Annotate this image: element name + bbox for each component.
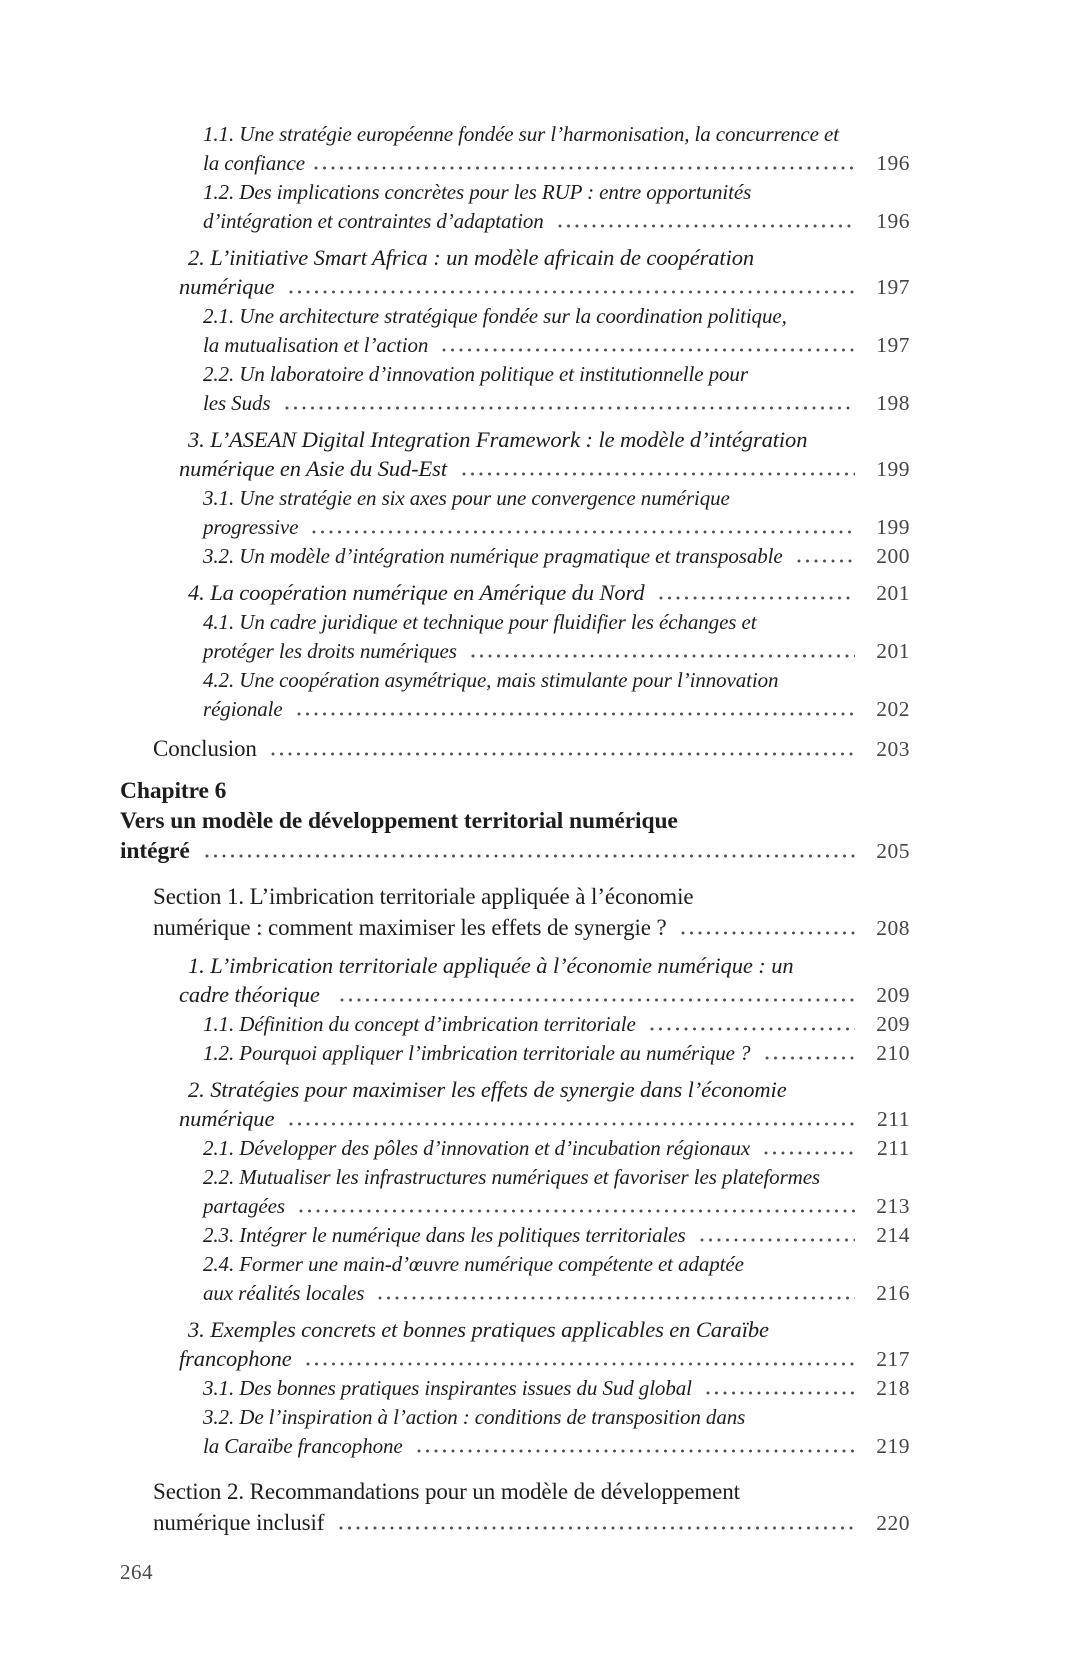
- toc-entry-sub2: [203, 302, 910, 360]
- toc-entry-text: la mutualisation et l’action: [203, 333, 434, 357]
- dot-leader: [312, 164, 855, 170]
- dot-leader: [295, 710, 855, 716]
- toc-entry-line: [179, 243, 910, 272]
- toc-entry-text: 1.2. Pourquoi appliquer l’imbrication territoriale au numérique ?: [203, 1041, 756, 1065]
- toc-page-ref: 213: [876, 1194, 910, 1218]
- toc-entry-conclusion: [153, 733, 910, 765]
- toc-entry-chapter: [120, 776, 910, 866]
- dot-leader: [556, 222, 855, 228]
- toc-entry-section: [153, 1476, 910, 1539]
- toc-entry-sub2: [203, 178, 910, 236]
- toc-page-ref: 214: [876, 1223, 910, 1247]
- toc-entry-text: 2.1. Développer des pôles d’innovation et d’incubation régionaux: [203, 1136, 756, 1160]
- toc-page-ref: 203: [876, 737, 910, 761]
- toc-page-ref: 200: [876, 544, 910, 568]
- toc-entry-line: [203, 178, 910, 207]
- toc-entry-text: Chapitre 6: [120, 778, 227, 804]
- toc-entry-line: [179, 1075, 910, 1104]
- footer: [120, 1560, 153, 1585]
- toc-entry-line: [203, 1192, 910, 1221]
- toc-page-ref: 197: [876, 275, 910, 299]
- toc-entry-sub2: [203, 542, 910, 571]
- toc-entry-line: [203, 513, 910, 542]
- toc-entry-line: [203, 542, 910, 571]
- toc-entry-sub2: [203, 1221, 910, 1250]
- toc-entry-line: [203, 1010, 910, 1039]
- toc-entry-line: [203, 484, 910, 513]
- dot-leader: [287, 288, 855, 294]
- toc-entry-line: [203, 302, 910, 331]
- toc-entry-text: numérique inclusif: [153, 1510, 330, 1535]
- dot-leader: [679, 929, 855, 935]
- toc-page-ref: 201: [876, 581, 910, 605]
- toc-entry-line: [203, 389, 910, 418]
- toc-entry-sub2: [203, 1134, 910, 1163]
- toc-entry-line: [203, 666, 910, 695]
- toc-entry-text: partagées: [203, 1194, 291, 1218]
- dot-leader: [762, 1149, 855, 1155]
- toc-entry-text: Vers un modèle de développement territorial numérique: [120, 808, 678, 834]
- toc-entry-line: [120, 776, 910, 806]
- toc-entry-sub2: [203, 360, 910, 418]
- dot-leader: [460, 470, 855, 476]
- toc-entry-sub2: [203, 1374, 910, 1403]
- dot-leader: [704, 1389, 855, 1395]
- toc-entry-text: 3. L’ASEAN Digital Integration Framework : le modèle d’intégration: [188, 427, 808, 452]
- toc-entry-text: 2.4. Former une main-d’œuvre numérique compétente et adaptée: [203, 1252, 744, 1276]
- toc-page-ref: 196: [876, 209, 910, 233]
- toc-entry-line: [203, 1039, 910, 1068]
- toc-entry-text: d’intégration et contraintes d’adaptation: [203, 209, 549, 233]
- toc-entry-line: [153, 1476, 910, 1507]
- toc-entry-text: cadre théorique: [179, 982, 331, 1007]
- toc-page-ref: 209: [876, 1012, 910, 1036]
- dot-leader: [269, 750, 855, 756]
- toc-entry-sub1: [179, 1075, 910, 1134]
- toc-page-ref: 211: [877, 1107, 910, 1131]
- toc-entry-text: francophone: [179, 1346, 298, 1371]
- toc-entry-text: 2.2. Un laboratoire d’innovation politique et institutionnelle pour: [203, 362, 748, 386]
- toc-entry-text: les Suds: [203, 391, 276, 415]
- toc-entry-sub2: [203, 1010, 910, 1039]
- toc-entry-line: [203, 695, 910, 724]
- toc-page-ref: 209: [876, 983, 910, 1007]
- dot-leader: [338, 996, 855, 1002]
- toc-entry-text: 4. La coopération numérique en Amérique du Nord: [188, 580, 651, 605]
- dot-leader: [648, 1025, 855, 1031]
- toc-entry-line: [179, 578, 910, 608]
- toc-page-ref: 218: [876, 1376, 910, 1400]
- toc-entry-line: [179, 425, 910, 454]
- dot-leader: [283, 404, 855, 410]
- toc-entry-sub2: [203, 608, 910, 666]
- toc-entry-line: [153, 912, 910, 944]
- toc-entry-sub1: [179, 578, 910, 608]
- toc-entry-line: [203, 608, 910, 637]
- dot-leader: [287, 1120, 855, 1126]
- toc-entry-text: numérique: [179, 1106, 280, 1131]
- toc-entry-section: [153, 881, 910, 944]
- toc-entry-text: aux réalités locales: [203, 1281, 370, 1305]
- toc-entry-text: Section 2. Recommandations pour un modèle de développement: [153, 1479, 740, 1504]
- dot-leader: [376, 1294, 855, 1300]
- dot-leader: [415, 1447, 855, 1453]
- dot-leader: [698, 1236, 855, 1242]
- toc-entry-line: [153, 733, 910, 765]
- toc-page-ref: 198: [876, 391, 910, 415]
- toc-entry-line: [179, 1315, 910, 1344]
- toc-entry-text: 1.1. Définition du concept d’imbrication territoriale: [203, 1012, 641, 1036]
- toc-entry-line: [179, 454, 910, 484]
- toc-entry-line: [179, 1344, 910, 1374]
- toc-entry-line: [120, 806, 910, 836]
- toc-entry-line: [179, 980, 910, 1010]
- toc-entry-text: protéger les droits numériques: [203, 639, 462, 663]
- toc-page-ref: 201: [876, 639, 910, 663]
- toc-entry-text: numérique: [179, 274, 280, 299]
- toc-entry-line: [120, 836, 910, 866]
- toc-entry-line: [203, 1221, 910, 1250]
- toc-entry-sub1: [179, 1315, 910, 1374]
- toc-entry-line: [203, 360, 910, 389]
- page-number-footer: 264: [120, 1560, 153, 1584]
- dot-leader: [795, 557, 855, 563]
- toc-entry-text: 2. Stratégies pour maximiser les effets de synergie dans l’économie: [188, 1077, 787, 1102]
- toc-entry-line: [153, 881, 910, 912]
- dot-leader: [310, 528, 855, 534]
- toc-entry-line: [203, 120, 910, 149]
- dot-leader: [297, 1207, 855, 1213]
- toc-entry-line: [203, 1279, 910, 1308]
- toc-page-ref: 216: [876, 1281, 910, 1305]
- toc-entry-line: [179, 951, 910, 980]
- toc-entry-text: 1.1. Une stratégie européenne fondée sur l’harmonisation, la concurrence et: [203, 122, 839, 146]
- toc-entry-text: 2.1. Une architecture stratégique fondée sur la coordination politique,: [203, 304, 787, 328]
- toc-entry-sub2: [203, 120, 910, 178]
- toc-entry-text: Conclusion: [153, 736, 263, 761]
- toc-entry-line: [203, 207, 910, 236]
- dot-leader: [657, 594, 855, 600]
- toc-entry-text: 4.1. Un cadre juridique et technique pour fluidifier les échanges et: [203, 610, 757, 634]
- toc-page-ref: 202: [876, 697, 910, 721]
- toc-entry-line: [179, 1104, 910, 1134]
- toc-page-ref: 197: [876, 333, 910, 357]
- dot-leader: [469, 652, 855, 658]
- toc-entry-text: 2.2. Mutualiser les infrastructures numériques et favoriser les plateformes: [203, 1165, 821, 1189]
- toc-entry-text: 3.1. Une stratégie en six axes pour une convergence numérique: [203, 486, 730, 510]
- toc-entry-line: [203, 149, 910, 178]
- toc-entry-line: [203, 1250, 910, 1279]
- toc-entry-line: [153, 1507, 910, 1539]
- dot-leader: [337, 1524, 855, 1530]
- toc-entry-text: intégré: [120, 838, 196, 864]
- toc-entry-text: 3.2. Un modèle d’intégration numérique pragmatique et transposable: [203, 544, 788, 568]
- toc-page-ref: 199: [876, 515, 910, 539]
- toc-entry-line: [203, 1403, 910, 1432]
- toc-entry-text: 2. L’initiative Smart Africa : un modèle africain de coopération: [188, 245, 755, 270]
- dot-leader: [440, 346, 855, 352]
- toc-entry-text: numérique en Asie du Sud-Est: [179, 456, 453, 481]
- dot-leader: [304, 1360, 855, 1366]
- toc-entry-text: 1.2. Des implications concrètes pour les RUP : entre opportunités: [203, 180, 752, 204]
- toc-entry-sub2: [203, 484, 910, 542]
- toc-page-ref: 217: [876, 1347, 910, 1371]
- toc-entry-sub2: [203, 1403, 910, 1461]
- toc-entry-sub2: [203, 1163, 910, 1221]
- toc-entry-line: [203, 1134, 910, 1163]
- toc-entry-text: numérique : comment maximiser les effets de synergie ?: [153, 915, 673, 940]
- toc-page-ref: 199: [876, 457, 910, 481]
- toc-page-ref: 211: [877, 1136, 910, 1160]
- toc-page-ref: 220: [876, 1511, 910, 1535]
- toc-entry-text: 2.3. Intégrer le numérique dans les politiques territoriales: [203, 1223, 691, 1247]
- toc-entry-text: 3.1. Des bonnes pratiques inspirantes issues du Sud global: [203, 1376, 698, 1400]
- toc-page-ref: 210: [876, 1041, 910, 1065]
- toc-entry-line: [203, 1163, 910, 1192]
- toc-entry-line: [203, 637, 910, 666]
- toc-entry-sub2: [203, 1039, 910, 1068]
- toc-page-ref: 205: [876, 839, 910, 863]
- dot-leader: [763, 1054, 855, 1060]
- toc-entry-line: [203, 1432, 910, 1461]
- toc-entry-text: régionale: [203, 697, 288, 721]
- toc-entry-text: 4.2. Une coopération asymétrique, mais stimulante pour l’innovation: [203, 668, 779, 692]
- toc-entry-text: progressive: [203, 515, 304, 539]
- toc-entry-line: [203, 1374, 910, 1403]
- toc-list: [120, 120, 910, 1539]
- toc-entry-text: 3. Exemples concrets et bonnes pratiques applicables en Caraïbe: [188, 1317, 769, 1342]
- toc-page-ref: 208: [876, 916, 910, 940]
- toc-entry-text: Section 1. L’imbrication territoriale appliquée à l’économie: [153, 884, 694, 909]
- toc-entry-sub1: [179, 425, 910, 484]
- toc-entry-sub2: [203, 666, 910, 724]
- toc-entry-sub2: [203, 1250, 910, 1308]
- toc-entry-text: 3.2. De l’inspiration à l’action : conditions de transposition dans: [203, 1405, 746, 1429]
- toc-entry-line: [203, 331, 910, 360]
- toc-entry-text: la confiance: [203, 151, 306, 175]
- toc-entry-text: 1. L’imbrication territoriale appliquée à l’économie numérique : un: [188, 953, 794, 978]
- toc-page-ref: 196: [876, 151, 910, 175]
- dot-leader: [203, 852, 855, 858]
- toc-entry-line: [179, 272, 910, 302]
- toc-entry-text: la Caraïbe francophone: [203, 1434, 408, 1458]
- toc-entry-sub1: [179, 951, 910, 1010]
- toc-entry-sub1: [179, 243, 910, 302]
- toc-page-ref: 219: [876, 1434, 910, 1458]
